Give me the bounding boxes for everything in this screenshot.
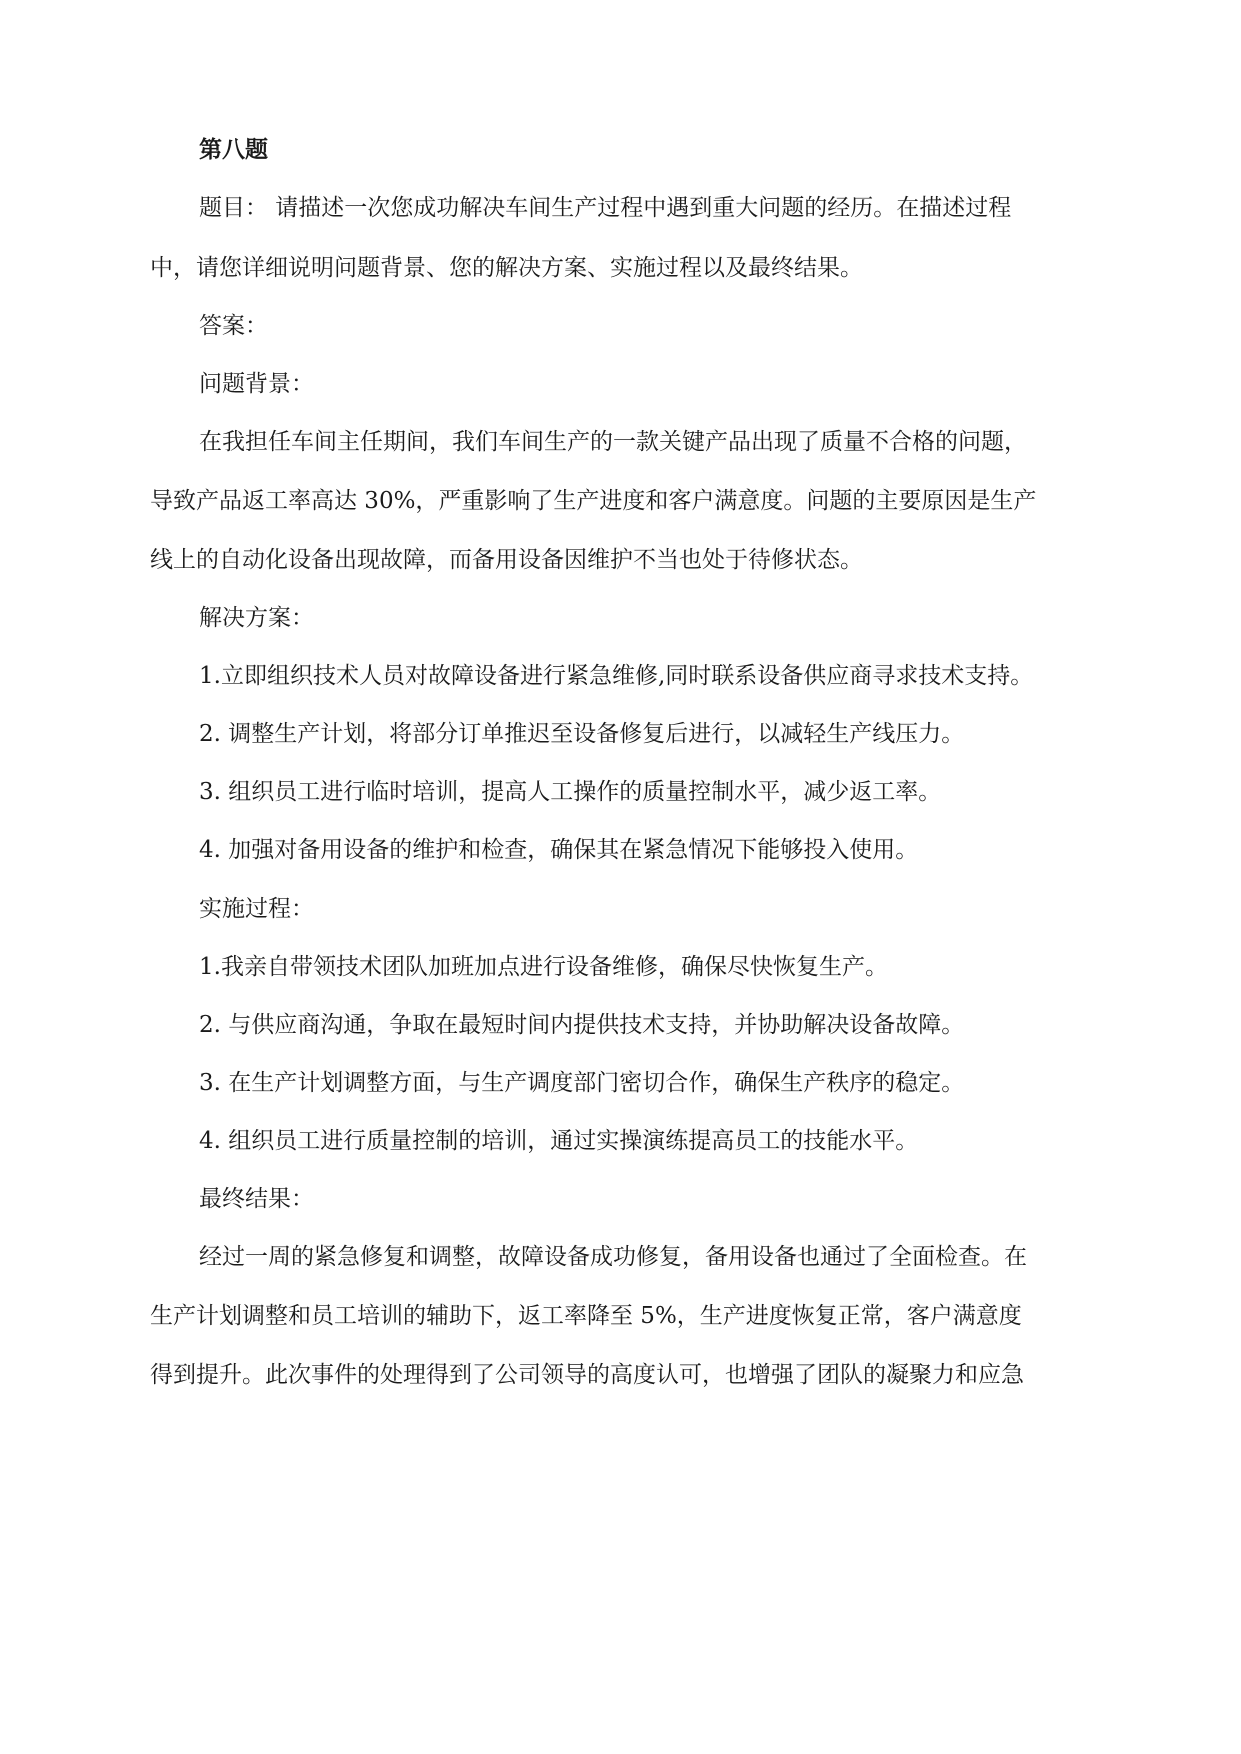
solution-item-4: 4. 加强对备用设备的维护和检查，确保其在紧急情况下能够投入使用。	[199, 837, 919, 863]
result-line-1: 经过一周的紧急修复和调整，故障设备成功修复，备用设备也通过了全面检查。在	[199, 1244, 1027, 1270]
question-line-1: 题目： 请描述一次您成功解决车间生产过程中遇到重大问题的经历。在描述过程	[199, 195, 1012, 221]
implementation-item-3: 3. 在生产计划调整方面，与生产调度部门密切合作，确保生产秩序的稳定。	[199, 1070, 965, 1096]
solution-item-3: 3. 组织员工进行临时培训，提高人工操作的质量控制水平，减少返工率。	[199, 779, 942, 805]
background-label: 问题背景：	[199, 371, 314, 397]
answer-label: 答案：	[199, 313, 268, 339]
result-line-3: 得到提升。此次事件的处理得到了公司领导的高度认可，也增强了团队的凝聚力和应急	[150, 1362, 1024, 1388]
question-line-2: 中，请您详细说明问题背景、您的解决方案、实施过程以及最终结果。	[150, 255, 863, 281]
implementation-item-1: 1.我亲自带领技术团队加班加点进行设备维修，确保尽快恢复生产。	[199, 954, 888, 980]
implementation-label: 实施过程：	[199, 896, 314, 922]
implementation-item-2: 2. 与供应商沟通，争取在最短时间内提供技术支持，并协助解决设备故障。	[199, 1012, 965, 1038]
result-label: 最终结果：	[199, 1186, 314, 1212]
question-heading: 第八题	[199, 136, 268, 163]
solution-item-2: 2. 调整生产计划，将部分订单推迟至设备修复后进行，以减轻生产线压力。	[199, 721, 965, 747]
implementation-item-4: 4. 组织员工进行质量控制的培训，通过实操演练提高员工的技能水平。	[199, 1128, 919, 1154]
solution-item-1: 1.立即组织技术人员对故障设备进行紧急维修,同时联系设备供应商寻求技术支持。	[199, 663, 1034, 689]
background-line-2: 导致产品返工率高达 30%，严重影响了生产进度和客户满意度。问题的主要原因是生产	[150, 488, 1037, 514]
background-line-1: 在我担任车间主任期间，我们车间生产的一款关键产品出现了质量不合格的问题，	[199, 429, 1027, 455]
result-line-2: 生产计划调整和员工培训的辅助下，返工率降至 5%，生产进度恢复正常，客户满意度	[150, 1303, 1022, 1329]
background-line-3: 线上的自动化设备出现故障，而备用设备因维护不当也处于待修状态。	[150, 547, 863, 573]
solution-label: 解决方案：	[199, 605, 314, 631]
